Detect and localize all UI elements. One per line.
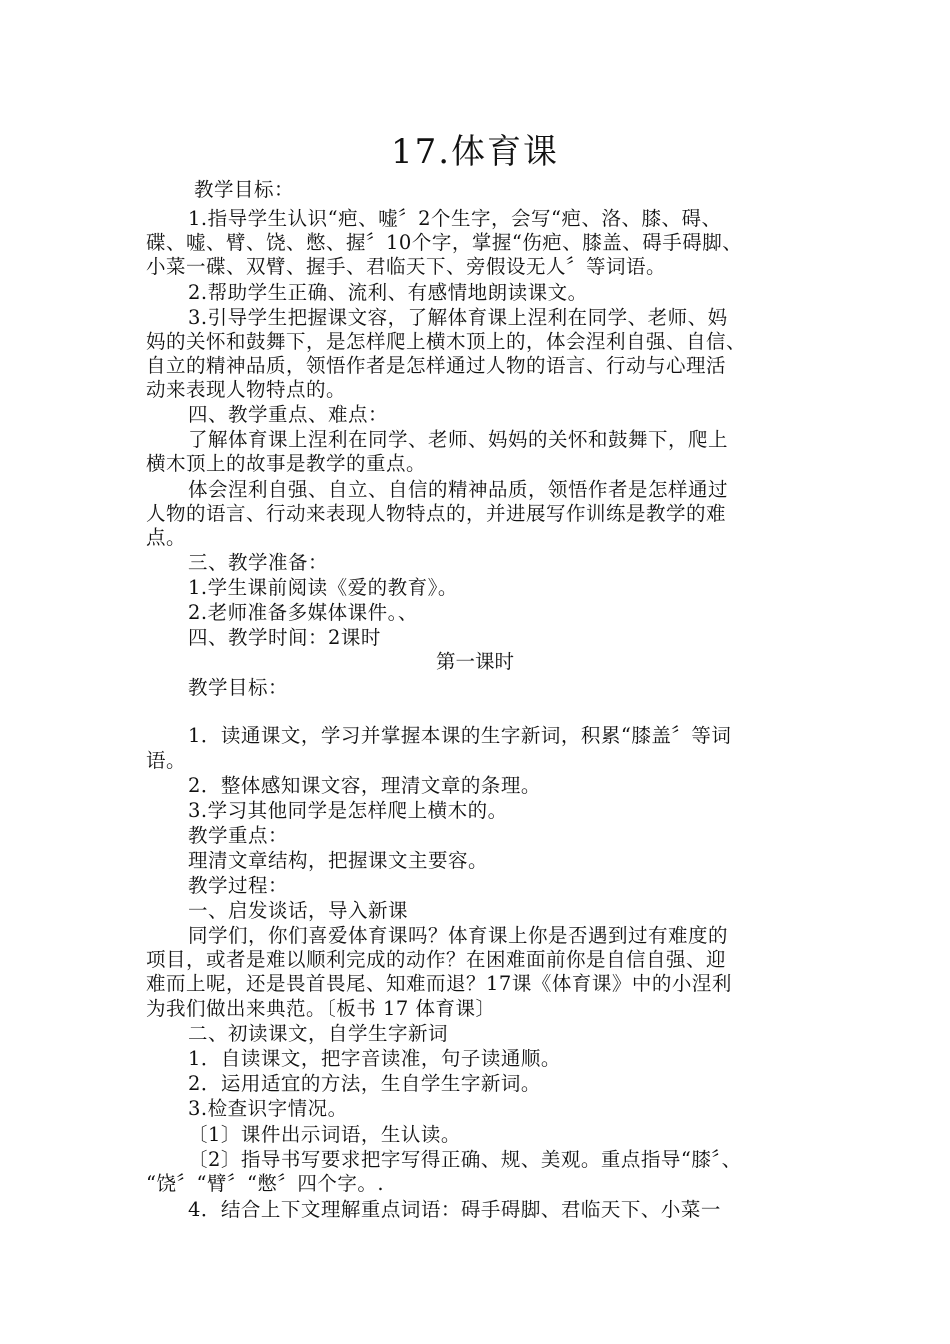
text-line: “饶〞“臂〞“憋〞四个字。. [146, 1172, 385, 1195]
text-line: 3.检查识字情况。 [188, 1097, 348, 1120]
text-line: 三、教学准备： [188, 551, 329, 574]
text-line: 教学过程： [188, 874, 289, 897]
text-line: 3.学习其他同学是怎样爬上横木的。 [188, 799, 508, 822]
text-line: 为我们做出来典范。〔板书 17 体育课〕 [146, 997, 496, 1020]
text-line: 3.引导学生把握课文容，了解体育课上涅利在同学、老师、妈 [188, 306, 728, 329]
text-line: 2．整体感知课文容，理清文章的条理。 [188, 774, 541, 797]
text-line: 1.学生课前阅读《爱的教育》。 [188, 576, 458, 599]
text-line: 难而上呢，还是畏首畏尾、知难而退？17课《体育课》中的小涅利 [146, 972, 732, 995]
text-line: 一、启发谈话，导入新课 [188, 899, 409, 922]
text-line: 横木顶上的故事是教学的重点。 [146, 452, 427, 475]
text-line: 动来表现人物特点的。 [146, 378, 347, 401]
text-line: 2．运用适宜的方法，生自学生字新词。 [188, 1072, 541, 1095]
text-line: 教学重点： [188, 824, 289, 847]
text-line: 2.帮助学生正确、流利、有感情地朗读课文。 [188, 281, 588, 304]
text-line: 四、教学重点、难点： [188, 403, 389, 426]
document-title: 17.体育课 [390, 132, 560, 172]
text-line: 1.指导学生认识“疤、嘘〞2个生字，会写“疤、洛、膝、碍、 [188, 207, 722, 230]
text-line: 〔2〕指导书写要求把字写得正确、规、美观。重点指导“膝〞、 [188, 1148, 742, 1171]
text-line: 1．自读课文，把字音读准，句子读通顺。 [188, 1047, 561, 1070]
text-line: 点。 [146, 526, 187, 549]
text-line: 〔1〕课件出示词语，生认读。 [188, 1123, 461, 1146]
text-line: 人物的语言、行动来表现人物特点的，并进展写作训练是教学的难 [146, 502, 727, 525]
text-line: 四、教学时间：2课时 [188, 626, 381, 649]
text-line: 同学们，你们喜爱体育课吗？体育课上你是否遇到过有难度的 [188, 924, 729, 947]
text-line: 了解体育课上涅利在同学、老师、妈妈的关怀和鼓舞下，爬上 [188, 428, 729, 451]
text-line: 小菜一碟、双臂、握手、君临天下、旁假设无人〞等词语。 [146, 255, 667, 278]
text-line: 1．读通课文，学习并掌握本课的生字新词，积累“膝盖〞等词 [188, 724, 732, 747]
text-line: 教学目标： [194, 178, 295, 201]
section-heading: 第一课时 [435, 650, 514, 673]
text-line: 语。 [146, 749, 187, 772]
text-line: 体会涅利自强、自立、自信的精神品质，领悟作者是怎样通过 [188, 478, 729, 501]
text-line: 教学目标： [188, 676, 289, 699]
text-line: 自立的精神品质，领悟作者是怎样通过人物的语言、行动与心理活 [146, 354, 727, 377]
text-line: 4．结合上下文理解重点词语：碍手碍脚、君临天下、小菜一 [188, 1198, 721, 1221]
text-line: 妈的关怀和鼓舞下，是怎样爬上横木顶上的，体会涅利自强、自信、 [146, 330, 747, 353]
text-line: 2.老师准备多媒体课件。、 [188, 601, 418, 624]
text-line: 理清文章结构，把握课文主要容。 [188, 849, 489, 872]
text-line: 项目，或者是难以顺利完成的动作？在困难面前你是自信自强、迎 [146, 948, 727, 971]
text-line: 二、初读课文，自学生字新词 [188, 1022, 449, 1045]
text-line: 碟、嘘、臂、饶、憋、握〞10个字，掌握“伤疤、膝盖、碍手碍脚、 [146, 231, 743, 254]
